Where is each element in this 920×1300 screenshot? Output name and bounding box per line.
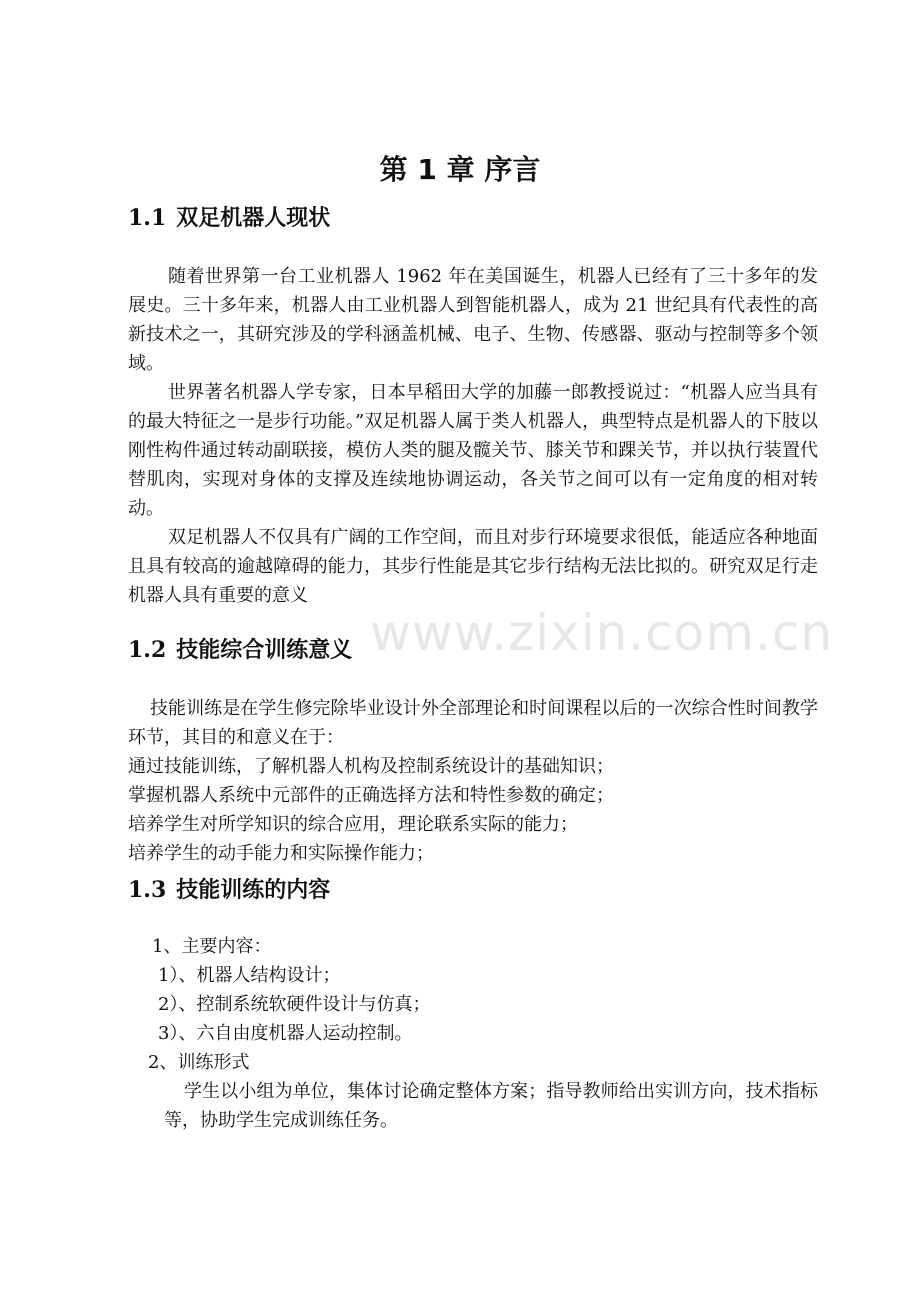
- section-body-1-3: [128, 932, 818, 1135]
- section-number: 1.2: [128, 637, 167, 663]
- section-heading-1-1: [128, 202, 330, 235]
- paragraph: 世界著名机器人学专家，日本早稻田大学的加藤一郎教授说过：“机器人应当具有的最大特征之一是步行功能。”双足机器人属于类人机器人，典型特点是机器人的下肢以刚性构件通过转动副联接，模仿人类的腿及髋关节、膝关节和踝关节，并以执行装置代替肌肉，实现对身体的支撑及连续地协调运动，各关节之间可以有一定角度的相对转动。: [128, 382, 818, 519]
- watermark-text: www.zixin.com.cn: [370, 604, 834, 662]
- section-title: 双足机器人现状: [176, 206, 331, 231]
- section-body-1-2: [128, 694, 818, 868]
- list-item: 1）、机器人结构设计；: [158, 965, 341, 986]
- section-body-1-1: [128, 262, 818, 610]
- section-number: 1.1: [128, 205, 167, 231]
- list-line: 通过技能训练，了解机器人机构及控制系统设计的基础知识；: [128, 756, 614, 777]
- list-item: 3）、六自由度机器人运动控制。: [158, 1023, 413, 1044]
- chapter-title: 第 1 章 序言: [379, 153, 541, 186]
- list-line: 掌握机器人系统中元部件的正确选择方法和特性参数的确定；: [128, 785, 614, 806]
- list-label: 2、训练形式: [148, 1052, 250, 1073]
- section-title: 技能训练的内容: [176, 878, 331, 903]
- list-line: 培养学生的动手能力和实际操作能力；: [128, 843, 434, 864]
- paragraph: 学生以小组为单位，集体讨论确定整体方案；指导教师给出实训方向，技术指标等，协助学生完成训练任务。: [164, 1081, 818, 1131]
- section-number: 1.3: [128, 877, 167, 903]
- paragraph: 双足机器人不仅具有广阔的工作空间，而且对步行环境要求很低，能适应各种地面且具有较高的逾越障碍的能力，其步行性能是其它步行结构无法比拟的。研究双足行走机器人具有重要的意义: [128, 527, 818, 606]
- section-title: 技能综合训练意义: [176, 638, 353, 663]
- list-label: 1、主要内容：: [152, 936, 272, 957]
- paragraph: 随着世界第一台工业机器人 1962 年在美国诞生，机器人已经有了三十多年的发展史。三十多年来，机器人由工业机器人到智能机器人，成为 21 世纪具有代表性的高新技术之一，其研究涉及的学科涵盖机械、电子、生物、传感器、驱动与控制等多个领域。: [128, 266, 818, 374]
- section-heading-1-3: [128, 874, 330, 907]
- list-line: 培养学生对所学知识的综合应用，理论联系实际的能力；: [128, 814, 578, 835]
- section-heading-1-2: [128, 634, 352, 667]
- paragraph: 技能训练是在学生修完除毕业设计外全部理论和时间课程以后的一次综合性时间教学环节，其目的和意义在于：: [128, 698, 818, 748]
- list-item: 2）、控制系统软硬件设计与仿真；: [158, 994, 431, 1015]
